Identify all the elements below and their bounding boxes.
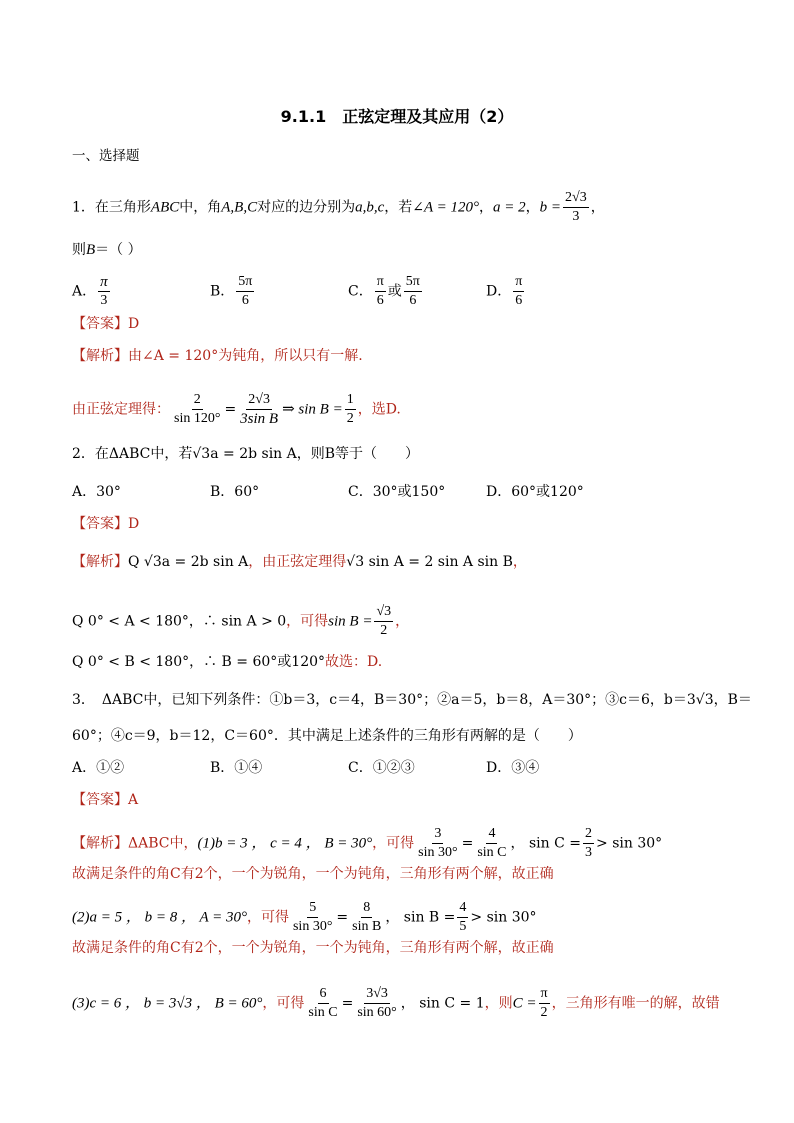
q1-b-fraction: $\frac{2√3}{3}$ [565, 190, 587, 224]
question-1-stem [72, 190, 605, 225]
q1-option-c[interactable]: C． $\frac{\pi}{6}$ 或 $\frac{5\pi}{6}$ [348, 274, 420, 308]
q3-option-d[interactable]: D．③④ [486, 760, 540, 776]
q1-text: ， [479, 199, 494, 216]
question-2-stem: 2．在ΔABC中，若√3a = 2b sin A，则B等于（ ） [72, 446, 420, 462]
q3-analysis-2: (2)a = 5 ， b = 8 ， A = 30°，可得 $\frac{5}{\sin 30^\circ}$ = $\frac{8}{\text{sin B}}$ ， sin B = $\frac{4}{5}$ > sin 30° [72, 900, 537, 934]
q2-analysis-1: 【解析】Q √3a = 2b sin A，由正弦定理得√3 sin A = 2 sin A sin B， [72, 554, 527, 570]
q1-text: 中，角 [179, 199, 222, 216]
q2-analysis-2: Q 0° < A < 180°，∴ sin A > 0，可得sin B = $\frac{√3}{2}$ ， [72, 604, 410, 638]
q1-triangle: ABC [150, 199, 180, 216]
q1-angles: A,B,C [221, 199, 258, 216]
q3-analysis-1-conclusion: 故满足条件的角C有2个，一个为锐角，一个为钝角，三角形有两个解，故正确 [72, 866, 554, 882]
q1-option-a[interactable]: A． $\frac{\pi}{3}$ [72, 274, 108, 308]
q1-text: ， [590, 199, 605, 216]
q1-analysis-2: 由正弦定理得： $\frac{2}{\sin 120^\circ}$ = $\frac{2√3}{\text{3sin B}}$ ⇒ sin B = $\frac{1}{2}$ ，选D. [72, 392, 401, 427]
q2-option-b[interactable]: B．60° [210, 484, 260, 500]
q3-analysis-1: 【解析】ΔABC中，(1)b = 3 ， c = 4 ， B = 30°，可得 $\frac{3}{\sin 30^\circ}$ = $\frac{4}{\text{sin C}}$ ， sin C = $\frac{2}{3}$ > sin 30° [72, 826, 663, 860]
question-3-stem-2: 60°；④c＝9，b＝12，C＝60°．其中满足上述条件的三角形有两解的是（ ） [72, 728, 582, 744]
q1-text: 1．在三角形 [72, 199, 151, 216]
q3-option-a[interactable]: A．①② [72, 760, 125, 776]
q1-answer: 【答案】D [72, 316, 140, 332]
q3-analysis-2-conclusion: 故满足条件的角C有2个，一个为锐角，一个为钝角，三角形有两个解，故正确 [72, 940, 554, 956]
q2-analysis-3: Q 0° < B < 180°，∴ B = 60°或120°故选：D. [72, 654, 383, 670]
q3-analysis-3: (3)c = 6 ， b = 3√3 ， B = 60°，可得 $\frac{6}{\text{sin C}}$ = $\frac{3√3}{\sin 60^\circ}$ ， sin C = 1，则C = $\frac{\pi}{2}$ ，三角形有唯一的解，故错 [72, 986, 720, 1020]
q1-sides: a,b,c [355, 199, 385, 216]
q1-condition-a: a = 2 [493, 199, 526, 216]
q1-analysis-1: 【解析】由∠A = 120°为钝角，所以只有一解. [72, 348, 363, 364]
section-heading: 一、选择题 [72, 148, 140, 164]
q1-text: 对应的边分别为 [257, 199, 356, 216]
q2-option-d[interactable]: D．60°或120° [486, 484, 584, 500]
q1-text: ，若∠ [384, 199, 425, 216]
question-3-stem-1: 3． ΔABC中，已知下列条件：①b＝3，c＝4，B＝30°；②a＝5，b＝8，A＝30°；③c＝6，b＝3√3，B＝ [72, 692, 752, 708]
q1-condition-A: A = 120° [424, 199, 480, 216]
q2-answer: 【答案】D [72, 516, 140, 532]
q1-option-b[interactable]: B． $\frac{5\pi}{6}$ [210, 274, 253, 308]
q1-text: ， [525, 199, 540, 216]
q3-option-b[interactable]: B．①④ [210, 760, 263, 776]
q3-answer: 【答案】A [72, 792, 139, 808]
page-title: 9.1.1 正弦定理及其应用（2） [280, 107, 514, 126]
q2-option-a[interactable]: A．30° [72, 484, 121, 500]
q3-option-c[interactable]: C．①②③ [348, 760, 415, 776]
q2-option-c[interactable]: C．30°或150° [348, 484, 446, 500]
question-1-ask: 则B＝（ ） [72, 242, 142, 258]
q1-option-d[interactable]: D． $\frac{\pi}{6}$ [486, 274, 523, 308]
q1-condition-b: b = [539, 199, 562, 216]
